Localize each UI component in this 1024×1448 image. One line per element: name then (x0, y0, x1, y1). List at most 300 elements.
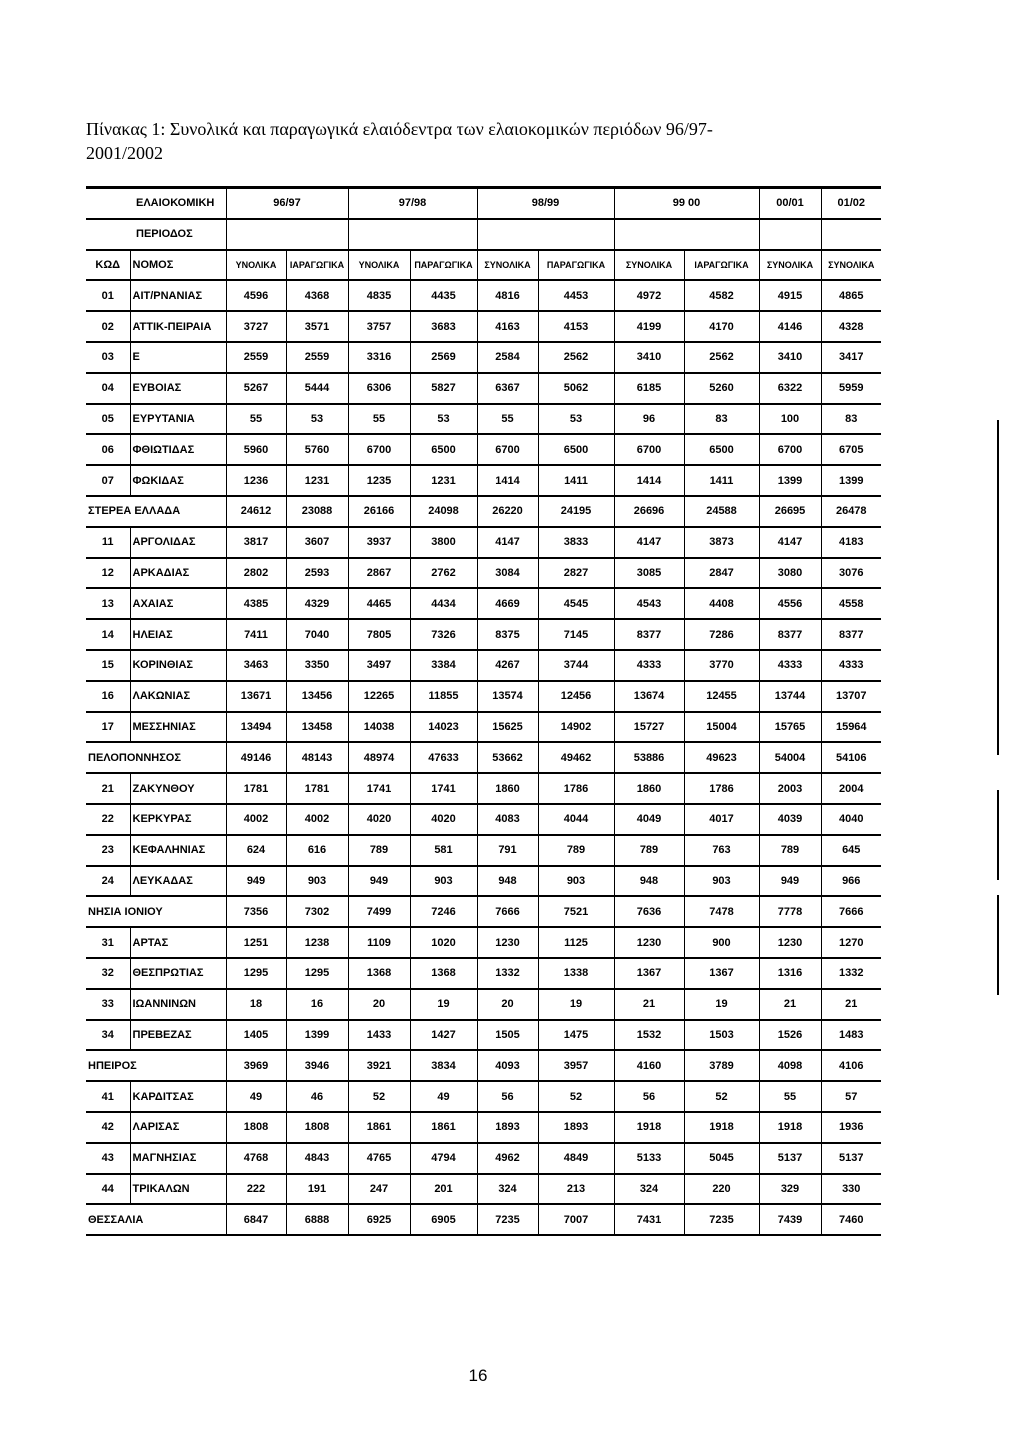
row-code: 22 (86, 804, 130, 835)
value-cell: 3350 (286, 650, 348, 681)
value-cell: 7145 (538, 619, 614, 650)
value-cell: 1295 (286, 958, 348, 989)
value-cell: 1368 (348, 958, 410, 989)
value-cell: 49 (410, 1081, 477, 1112)
value-cell: 4915 (759, 280, 821, 311)
row-nomos: ΗΛΕΙΑΣ (130, 619, 226, 650)
value-cell: 7460 (821, 1204, 881, 1235)
value-cell: 4333 (759, 650, 821, 681)
row-nomos: Ε (130, 342, 226, 373)
value-cell: 1918 (684, 1112, 759, 1143)
value-cell: 1332 (477, 958, 538, 989)
region-total-row (86, 1050, 881, 1081)
period-label-2: ΠΕΡΙΟΔΟΣ (86, 219, 226, 250)
value-cell: 55 (477, 404, 538, 435)
value-cell: 4147 (759, 527, 821, 558)
value-cell: 15004 (684, 712, 759, 743)
value-cell: 948 (477, 866, 538, 897)
row-nomos: ΙΩΑΝΝΙΝΩΝ (130, 989, 226, 1020)
value-cell: 6700 (759, 434, 821, 465)
value-cell: 7666 (821, 896, 881, 927)
value-cell: 4002 (286, 804, 348, 835)
value-cell: 54004 (759, 742, 821, 773)
row-nomos: ΚΑΡΔΙΤΣΑΣ (130, 1081, 226, 1112)
value-cell: 616 (286, 835, 348, 866)
value-cell: 1405 (226, 1020, 286, 1051)
value-cell: 4558 (821, 588, 881, 619)
row-nomos: ΚΕΦΑΛΗΝΙΑΣ (130, 835, 226, 866)
value-cell: 2562 (538, 342, 614, 373)
value-cell: 948 (614, 866, 684, 897)
value-cell: 12265 (348, 681, 410, 712)
value-cell: 3084 (477, 558, 538, 589)
value-cell: 1230 (614, 927, 684, 958)
value-cell: 645 (821, 835, 881, 866)
value-cell: 966 (821, 866, 881, 897)
value-cell: 7007 (538, 1204, 614, 1235)
value-cell: 19 (538, 989, 614, 1020)
value-cell: 4153 (538, 311, 614, 342)
value-cell: 4106 (821, 1050, 881, 1081)
value-cell: 4582 (684, 280, 759, 311)
value-cell: 7805 (348, 619, 410, 650)
value-cell: 19 (410, 989, 477, 1020)
value-cell: 1109 (348, 927, 410, 958)
column-subheader: ΣΥΝΟΛΙΚΑ (759, 250, 821, 281)
value-cell: 56 (477, 1081, 538, 1112)
value-cell: 3316 (348, 342, 410, 373)
value-cell: 3497 (348, 650, 410, 681)
value-cell: 26166 (348, 496, 410, 527)
value-cell: 13671 (226, 681, 286, 712)
value-cell: 3770 (684, 650, 759, 681)
table-row (86, 804, 881, 835)
value-cell: 1860 (477, 773, 538, 804)
value-cell: 13456 (286, 681, 348, 712)
period-header: 97/98 (348, 188, 477, 219)
value-cell: 5137 (759, 1143, 821, 1174)
value-cell: 1295 (226, 958, 286, 989)
period-label-1: ΕΛΑΙΟΚΟΜΙΚΗ (86, 188, 226, 219)
row-code: 13 (86, 588, 130, 619)
value-cell: 6500 (410, 434, 477, 465)
value-cell: 3969 (226, 1050, 286, 1081)
row-nomos: ΛΕΥΚΑΔΑΣ (130, 866, 226, 897)
value-cell: 7499 (348, 896, 410, 927)
value-cell: 3085 (614, 558, 684, 589)
olive-trees-table (86, 186, 881, 1236)
table-row (86, 465, 881, 496)
value-cell: 6700 (614, 434, 684, 465)
value-cell: 13458 (286, 712, 348, 743)
value-cell: 46 (286, 1081, 348, 1112)
value-cell: 3080 (759, 558, 821, 589)
value-cell: 4765 (348, 1143, 410, 1174)
row-code: 31 (86, 927, 130, 958)
value-cell: 789 (538, 835, 614, 866)
value-cell: 7778 (759, 896, 821, 927)
value-cell: 55 (348, 404, 410, 435)
value-cell: 1230 (759, 927, 821, 958)
value-cell: 20 (477, 989, 538, 1020)
value-cell: 222 (226, 1174, 286, 1205)
value-cell: 4333 (614, 650, 684, 681)
column-subheader: ΣΥΝΟΛΙΚΑ (821, 250, 881, 281)
value-cell: 324 (477, 1174, 538, 1205)
value-cell: 220 (684, 1174, 759, 1205)
row-nomos: ΘΕΣΠΡΩΤΙΑΣ (130, 958, 226, 989)
value-cell: 949 (226, 866, 286, 897)
value-cell: 1526 (759, 1020, 821, 1051)
value-cell: 1231 (410, 465, 477, 496)
value-cell: 2827 (538, 558, 614, 589)
value-cell: 52 (348, 1081, 410, 1112)
value-cell: 4465 (348, 588, 410, 619)
value-cell: 3076 (821, 558, 881, 589)
row-nomos: ΤΡΙΚΑΛΩΝ (130, 1174, 226, 1205)
value-cell: 24098 (410, 496, 477, 527)
value-cell: 14023 (410, 712, 477, 743)
value-cell: 1125 (538, 927, 614, 958)
value-cell: 23088 (286, 496, 348, 527)
value-cell: 4453 (538, 280, 614, 311)
row-code: 33 (86, 989, 130, 1020)
value-cell: 7302 (286, 896, 348, 927)
value-cell: 4329 (286, 588, 348, 619)
value-cell: 12456 (538, 681, 614, 712)
value-cell: 21 (759, 989, 821, 1020)
value-cell: 2762 (410, 558, 477, 589)
value-cell: 1936 (821, 1112, 881, 1143)
value-cell: 5760 (286, 434, 348, 465)
value-cell: 26695 (759, 496, 821, 527)
value-cell: 4434 (410, 588, 477, 619)
value-cell: 5827 (410, 373, 477, 404)
value-cell: 3800 (410, 527, 477, 558)
value-cell: 1236 (226, 465, 286, 496)
value-cell: 4183 (821, 527, 881, 558)
value-cell: 20 (348, 989, 410, 1020)
value-cell: 1427 (410, 1020, 477, 1051)
table-row (86, 1020, 881, 1051)
value-cell: 24612 (226, 496, 286, 527)
value-cell: 191 (286, 1174, 348, 1205)
table-row (86, 1081, 881, 1112)
value-cell: 763 (684, 835, 759, 866)
value-cell: 2593 (286, 558, 348, 589)
value-cell: 7246 (410, 896, 477, 927)
value-cell: 3937 (348, 527, 410, 558)
caption-line-1: Πίνακας 1: Συνολικά και παραγωγικά ελαιόδεντρα των ελαιοκομικών περιόδων 96/97- (86, 119, 713, 139)
value-cell: 1399 (759, 465, 821, 496)
value-cell: 1368 (410, 958, 477, 989)
value-cell: 4147 (477, 527, 538, 558)
value-cell: 53 (286, 404, 348, 435)
value-cell: 3463 (226, 650, 286, 681)
value-cell: 3833 (538, 527, 614, 558)
row-nomos: ΦΩΚΙΔΑΣ (130, 465, 226, 496)
value-cell: 6905 (410, 1204, 477, 1235)
period-header: 00/01 (759, 188, 821, 219)
value-cell: 1270 (821, 927, 881, 958)
value-cell: 5260 (684, 373, 759, 404)
row-nomos: ΚΟΡΙΝΘΙΑΣ (130, 650, 226, 681)
value-cell: 2569 (410, 342, 477, 373)
value-cell: 7040 (286, 619, 348, 650)
row-code: 03 (86, 342, 130, 373)
value-cell: 1231 (286, 465, 348, 496)
value-cell: 1786 (684, 773, 759, 804)
value-cell: 2584 (477, 342, 538, 373)
period-header: 99 00 (614, 188, 759, 219)
value-cell: 247 (348, 1174, 410, 1205)
value-cell: 18 (226, 989, 286, 1020)
row-nomos: ΕΥΡΥΤΑΝΙΑ (130, 404, 226, 435)
value-cell: 6500 (538, 434, 614, 465)
value-cell: 3873 (684, 527, 759, 558)
value-cell: 1238 (286, 927, 348, 958)
value-cell: 4160 (614, 1050, 684, 1081)
period-header: 01/02 (821, 188, 881, 219)
value-cell: 1860 (614, 773, 684, 804)
value-cell: 1918 (614, 1112, 684, 1143)
value-cell: 54106 (821, 742, 881, 773)
value-cell: 4962 (477, 1143, 538, 1174)
row-nomos: ΜΕΣΣΗΝΙΑΣ (130, 712, 226, 743)
value-cell: 4267 (477, 650, 538, 681)
value-cell: 6705 (821, 434, 881, 465)
value-cell: 5133 (614, 1143, 684, 1174)
row-nomos: ΕΥΒΟΙΑΣ (130, 373, 226, 404)
table-row (86, 712, 881, 743)
row-code: 21 (86, 773, 130, 804)
row-nomos: ΦΘΙΩΤΙΔΑΣ (130, 434, 226, 465)
value-cell: 24588 (684, 496, 759, 527)
value-cell: 3957 (538, 1050, 614, 1081)
value-cell: 4435 (410, 280, 477, 311)
value-cell: 4972 (614, 280, 684, 311)
value-cell: 3410 (614, 342, 684, 373)
value-cell: 1532 (614, 1020, 684, 1051)
value-cell: 1808 (286, 1112, 348, 1143)
value-cell: 4333 (821, 650, 881, 681)
row-code: 15 (86, 650, 130, 681)
row-code: 17 (86, 712, 130, 743)
value-cell: 1475 (538, 1020, 614, 1051)
row-code: 34 (86, 1020, 130, 1051)
value-cell: 949 (348, 866, 410, 897)
value-cell: 8377 (614, 619, 684, 650)
value-cell: 4545 (538, 588, 614, 619)
value-cell: 8377 (821, 619, 881, 650)
value-cell: 3571 (286, 311, 348, 342)
value-cell: 2559 (286, 342, 348, 373)
row-code: 44 (86, 1174, 130, 1205)
value-cell: 1367 (614, 958, 684, 989)
table-row (86, 1143, 881, 1174)
value-cell: 1918 (759, 1112, 821, 1143)
value-cell: 5960 (226, 434, 286, 465)
value-cell: 15625 (477, 712, 538, 743)
value-cell: 3417 (821, 342, 881, 373)
value-cell: 1235 (348, 465, 410, 496)
value-cell: 4596 (226, 280, 286, 311)
row-code: 43 (86, 1143, 130, 1174)
value-cell: 4408 (684, 588, 759, 619)
value-cell: 7235 (684, 1204, 759, 1235)
value-cell: 4368 (286, 280, 348, 311)
value-cell: 903 (684, 866, 759, 897)
value-cell: 48143 (286, 742, 348, 773)
table-row (86, 1112, 881, 1143)
row-code: 14 (86, 619, 130, 650)
value-cell: 4146 (759, 311, 821, 342)
value-cell: 4849 (538, 1143, 614, 1174)
value-cell: 6322 (759, 373, 821, 404)
value-cell: 900 (684, 927, 759, 958)
table-row (86, 434, 881, 465)
value-cell: 4865 (821, 280, 881, 311)
value-cell: 1367 (684, 958, 759, 989)
value-cell: 1316 (759, 958, 821, 989)
value-cell: 3946 (286, 1050, 348, 1081)
region-name: ΣΤΕΡΕΑ ΕΛΛΑΔΑ (86, 496, 226, 527)
table-row (86, 927, 881, 958)
value-cell: 5267 (226, 373, 286, 404)
value-cell: 4543 (614, 588, 684, 619)
value-cell: 1411 (538, 465, 614, 496)
column-subheader: ΙΑΡΑΓΩΓΙΚΑ (286, 250, 348, 281)
table-body (86, 280, 881, 1235)
value-cell: 3921 (348, 1050, 410, 1081)
table-row (86, 773, 881, 804)
value-cell: 14902 (538, 712, 614, 743)
row-code: 07 (86, 465, 130, 496)
table-row (86, 527, 881, 558)
value-cell: 1230 (477, 927, 538, 958)
value-cell: 903 (286, 866, 348, 897)
value-cell: 4170 (684, 311, 759, 342)
value-cell: 5137 (821, 1143, 881, 1174)
value-cell: 4083 (477, 804, 538, 835)
value-cell: 3384 (410, 650, 477, 681)
region-name: ΝΗΣΙΑ ΙΟΝΙΟΥ (86, 896, 226, 927)
value-cell: 330 (821, 1174, 881, 1205)
value-cell: 6185 (614, 373, 684, 404)
margin-mark (997, 790, 999, 880)
value-cell: 1503 (684, 1020, 759, 1051)
value-cell: 4385 (226, 588, 286, 619)
row-code: 12 (86, 558, 130, 589)
value-cell: 49462 (538, 742, 614, 773)
value-cell: 24195 (538, 496, 614, 527)
value-cell: 2004 (821, 773, 881, 804)
row-code: 04 (86, 373, 130, 404)
value-cell: 53 (538, 404, 614, 435)
value-cell: 6700 (477, 434, 538, 465)
value-cell: 4328 (821, 311, 881, 342)
value-cell: 26478 (821, 496, 881, 527)
row-nomos: ΜΑΓΝΗΣΙΑΣ (130, 1143, 226, 1174)
value-cell: 3683 (410, 311, 477, 342)
value-cell: 329 (759, 1174, 821, 1205)
row-code: 01 (86, 280, 130, 311)
value-cell: 4049 (614, 804, 684, 835)
value-cell: 789 (348, 835, 410, 866)
value-cell: 26696 (614, 496, 684, 527)
value-cell: 13494 (226, 712, 286, 743)
value-cell: 14038 (348, 712, 410, 743)
value-cell: 1414 (614, 465, 684, 496)
value-cell: 1338 (538, 958, 614, 989)
value-cell: 4002 (226, 804, 286, 835)
period-header: 98/99 (477, 188, 614, 219)
row-code: 32 (86, 958, 130, 989)
value-cell: 1332 (821, 958, 881, 989)
page-number: 16 (468, 1366, 488, 1385)
value-cell: 3817 (226, 527, 286, 558)
value-cell: 100 (759, 404, 821, 435)
row-code: 24 (86, 866, 130, 897)
margin-mark (997, 895, 999, 995)
value-cell: 8375 (477, 619, 538, 650)
value-cell: 7286 (684, 619, 759, 650)
value-cell: 15964 (821, 712, 881, 743)
value-cell: 13707 (821, 681, 881, 712)
value-cell: 4199 (614, 311, 684, 342)
value-cell: 1399 (286, 1020, 348, 1051)
value-cell: 6306 (348, 373, 410, 404)
value-cell: 19 (684, 989, 759, 1020)
table-row (86, 681, 881, 712)
value-cell: 7636 (614, 896, 684, 927)
value-cell: 1433 (348, 1020, 410, 1051)
value-cell: 6500 (684, 434, 759, 465)
value-cell: 4039 (759, 804, 821, 835)
row-code: 23 (86, 835, 130, 866)
column-subheader: ΙΑΡΑΓΩΓΙΚΑ (684, 250, 759, 281)
row-nomos: ΚΕΡΚΥΡΑΣ (130, 804, 226, 835)
table-row (86, 588, 881, 619)
value-cell: 4147 (614, 527, 684, 558)
value-cell: 1808 (226, 1112, 286, 1143)
row-nomos: ΑΡΤΑΣ (130, 927, 226, 958)
value-cell: 3757 (348, 311, 410, 342)
value-cell: 791 (477, 835, 538, 866)
value-cell: 83 (684, 404, 759, 435)
row-code: 41 (86, 1081, 130, 1112)
value-cell: 8377 (759, 619, 821, 650)
value-cell: 2559 (226, 342, 286, 373)
value-cell: 57 (821, 1081, 881, 1112)
value-cell: 4768 (226, 1143, 286, 1174)
column-subheader: ΥΝΟΛΙΚΑ (348, 250, 410, 281)
row-nomos: ΑΙΤ/ΡΝΑΝΙΑΣ (130, 280, 226, 311)
table-row (86, 311, 881, 342)
value-cell: 2847 (684, 558, 759, 589)
caption-line-2: 2001/2002 (86, 143, 164, 163)
value-cell: 6888 (286, 1204, 348, 1235)
region-total-row (86, 896, 881, 927)
value-cell: 1741 (410, 773, 477, 804)
value-cell: 1893 (538, 1112, 614, 1143)
value-cell: 3744 (538, 650, 614, 681)
row-nomos: ΑΡΓΟΛΙΔΑΣ (130, 527, 226, 558)
value-cell: 5444 (286, 373, 348, 404)
region-name: ΘΕΣΣΑΛΙΑ (86, 1204, 226, 1235)
table-row (86, 404, 881, 435)
subheader-row (86, 250, 881, 281)
